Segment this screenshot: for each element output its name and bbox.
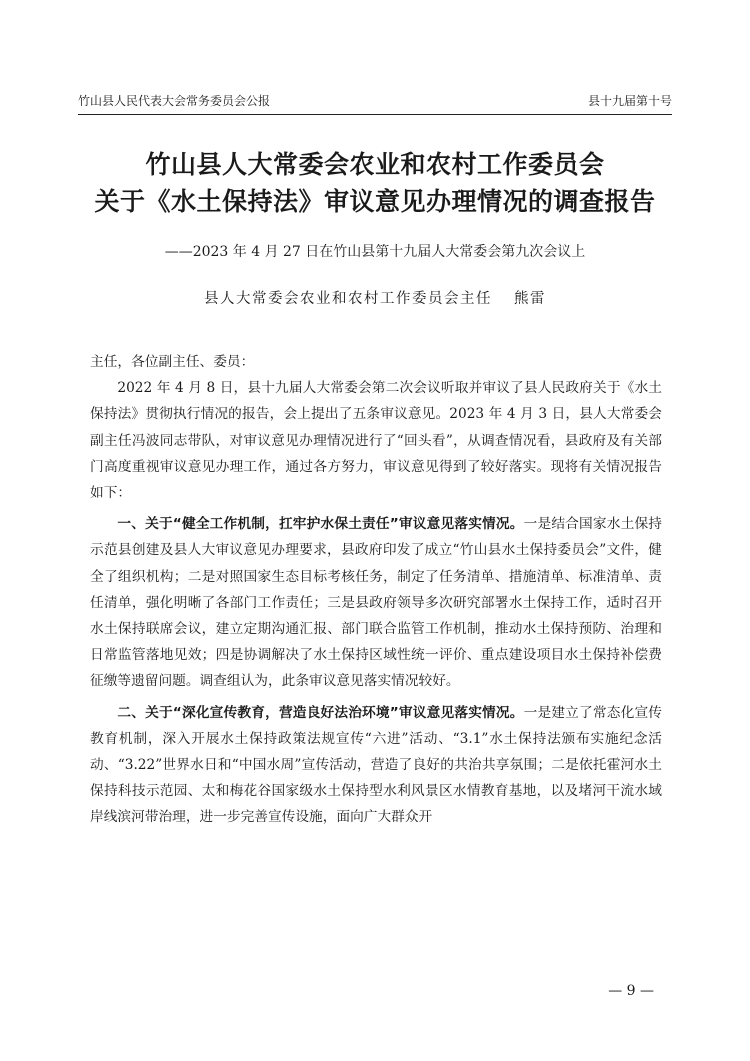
section-1-text: 一是结合国家水土保持示范县创建及县人大审议意见办理要求，县政府印发了成立“竹山县水土保持委员会”文件，健全了组织机构；二是对照国家生态目标考核任务，制定了任务清单、措施清单、标准清单、责任清单，强化明晰了各部门工作责任；三是县政府领导多次研究部署水土保持工作，适时召开水土保持联席会议，建立定期沟通汇报、部门联合监管工作机制，推动水土保持预防、治理和日常监管落地见效；四是协调解决了水土保持区域性统一评价、重点建设项目水土保持补偿费征缴等遗留问题。调查组认为，此条审议意见落实情况较好。 bbox=[90, 516, 662, 690]
intro-paragraph: 2022 年 4 月 8 日，县十九届人大常委会第二次会议听取并审议了县人民政府关于《水土保持法》贯彻执行情况的报告，会上提出了五条审议意见。2023 年 4 月 3 日，县人大常委会副主任冯波同志带队，对审议意见办理情况进行了“回头看”，从调查情况看，县政府及有关部门高度重视审议意见办理工作，通过各方努力，审议意见得到了较好落实。现将有关情况报告如下： bbox=[90, 380, 662, 502]
issue-number: 县十九届第十号 bbox=[587, 94, 672, 108]
section-1-heading: 一、关于“健全工作机制，扛牢护水保土责任”审议意见落实情况。 bbox=[117, 516, 524, 533]
report-body bbox=[90, 349, 662, 831]
author-role: 县人大常委会农业和农村工作委员会主任 bbox=[204, 291, 492, 307]
salutation: 主任，各位副主任、委员： bbox=[90, 354, 255, 370]
document-title-line-2: 关于《水土保持法》审议意见办理情况的调查报告 bbox=[94, 187, 656, 216]
document-title-line-1: 竹山县人大常委会农业和农村工作委员会 bbox=[145, 150, 605, 179]
page-number: — 9 — bbox=[608, 983, 654, 999]
header-rule bbox=[78, 114, 672, 115]
author-line bbox=[78, 287, 672, 308]
section-1-paragraph bbox=[90, 511, 662, 694]
section-2-paragraph bbox=[90, 700, 662, 831]
section-2-heading: 二、关于“深化宣传教育，营造良好法治环境”审议意见落实情况。 bbox=[117, 704, 524, 721]
author-name: 熊雷 bbox=[514, 291, 546, 307]
document-subtitle: ——2023 年 4 月 27 日在竹山县第十九届人大常委会第九次会议上 bbox=[164, 244, 586, 260]
page-header bbox=[78, 92, 672, 114]
bulletin-name: 竹山县人民代表大会常务委员会公报 bbox=[78, 94, 271, 108]
section-2-text: 一是建立了常态化宣传教育机制，深入开展水土保持政策法规宣传“六进”活动、“3.1”水土保持法颁布实施纪念活动、“3.22”世界水日和“中国水周”宣传活动，营造了良好的共治共享氛围；二是依托霍河水土保持科技示范园、太和梅花谷国家级水土保持型水利风景区水情教育基地，以及堵河干流水域岸线滨河带治理，进一步完善宣传设施，面向广大群众开 bbox=[90, 704, 662, 826]
